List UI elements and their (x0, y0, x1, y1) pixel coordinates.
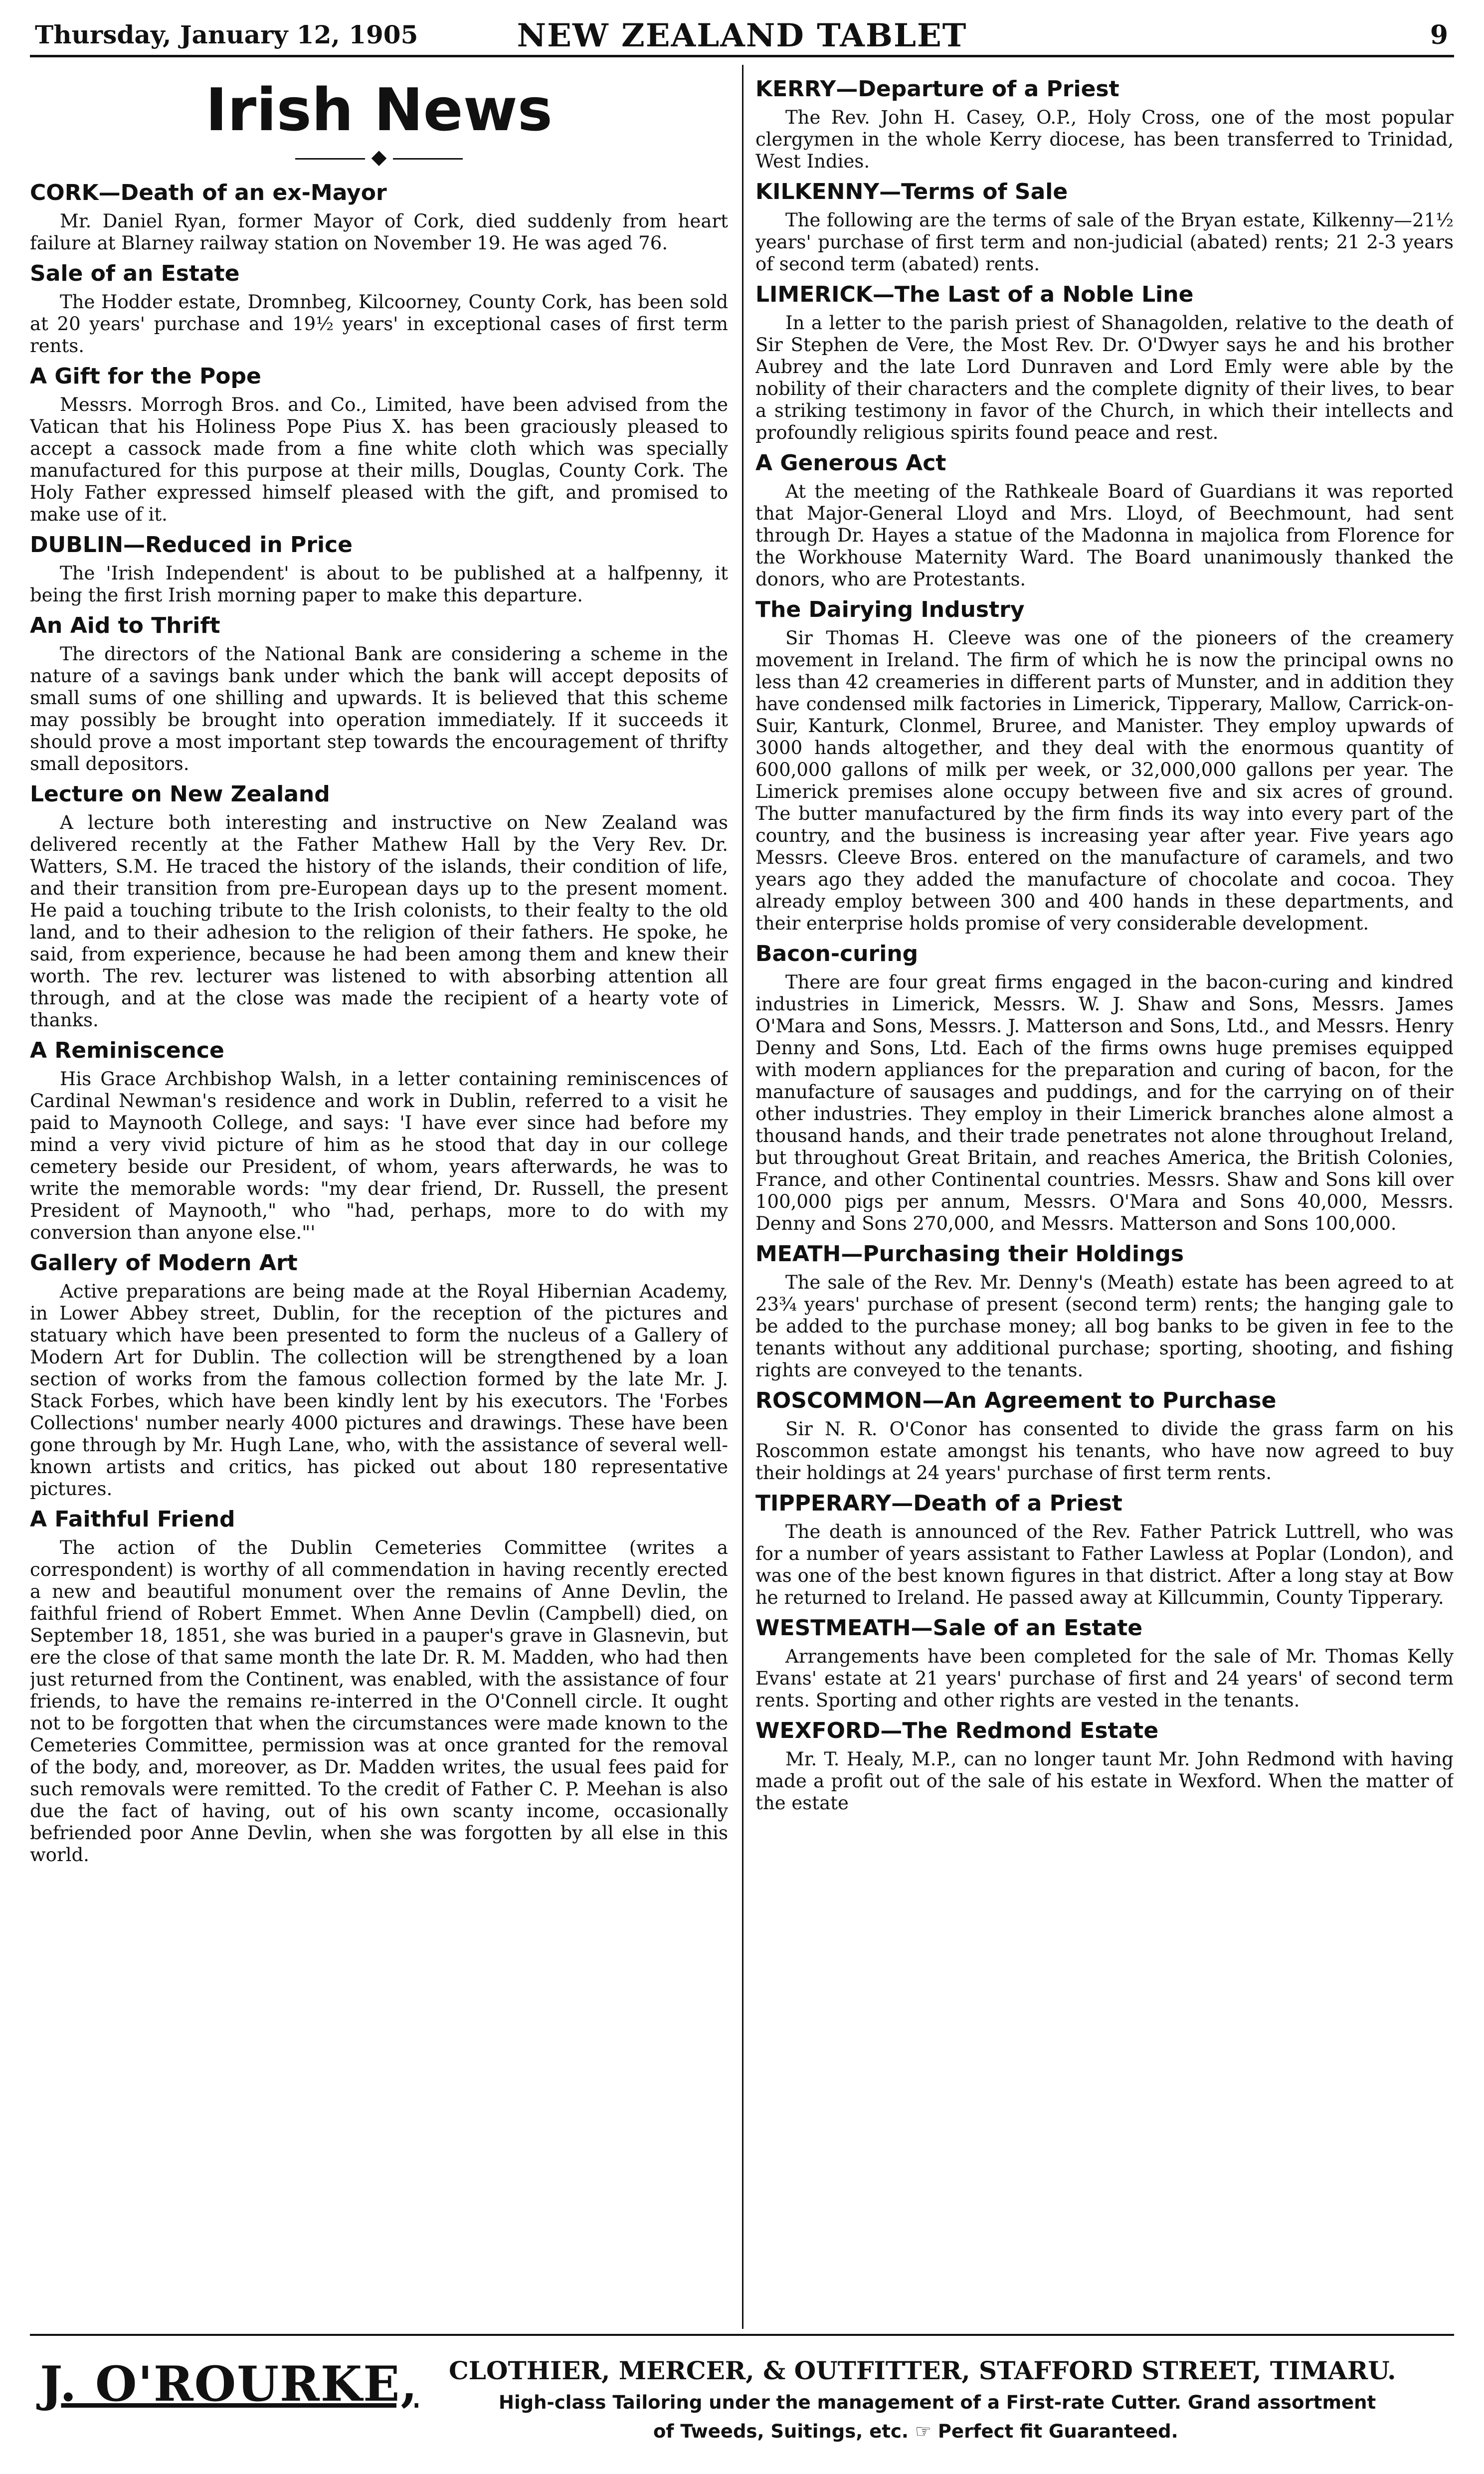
article-heading: A Generous Act (755, 450, 946, 476)
article (755, 596, 1454, 935)
article (755, 1241, 1454, 1381)
article-heading: Bacon-curing (755, 941, 919, 966)
article-text: At the meeting of the Rathkeale Board of Guardians it was reported that Major-General Lloyd and Mrs. Lloyd, of Beechmount, had sent through Dr. Hayes a statue of the Madonna in majolica from Florence for the Workhouse Maternity Ward. The Board unanimously thanked the donors, who are Protestants. (755, 481, 1454, 590)
article (755, 281, 1454, 444)
article-text: The 'Irish Independent' is about to be published at a halfpenny, it being the first Irish morning paper to make this departure. (30, 563, 728, 606)
article-heading: A Faithful Friend (30, 1507, 235, 1532)
article-text: Messrs. Morrogh Bros. and Co., Limited, have been advised from the Vatican that his Holiness Pope Pius X. has been graciously pleased to accept a cassock made from a fine white cloth which was specially manufactured for this purpose at their mills, Douglas, County Cork. The Holy Father expressed himself pleased with the gift, and promised to make use of it. (30, 394, 728, 525)
title-ornament: ◆ (30, 145, 728, 170)
article (30, 180, 728, 254)
article-heading: MEATH—Purchasing their Holdings (755, 1241, 1184, 1267)
article (30, 1506, 728, 1866)
article-text: Active preparations are being made at the Royal Hibernian Academy, in Lower Abbey street, Dublin, for the reception of the pictures and statuary which have been presented to form the nucleus of a Gallery of Modern Art for Dublin. The collection will be strengthened by a loan section of works from the famous collection formed by the late Mr. J. Stack Forbes, which have been kindly lent by his executors. The 'Forbes Collections' number nearly 4000 pictures and drawings. These have been gone through by Mr. Hugh Lane, who, with the assistance of several well-known artists and critics, has picked out about 180 representative pictures. (30, 1281, 728, 1500)
article-text: Sir Thomas H. Cleeve was one of the pioneers of the creamery movement in Ireland. The firm of which he is now the principal owns no less than 42 creameries in different parts of Munster, and in addition they have condensed milk factories in Limerick, Tipperary, Mallow, Carrick-on-Suir, Kanturk, Clonmel, Bruree, and Manister. They employ upwards of 3000 hands altogether, and they deal with the enormous quantity of 600,000 gallons of milk per week, or 32,000,000 gallons per year. The Limerick premises alone occupy between five and six acres of ground. The butter manufactured by the firm finds its way into every part of the country, and the business is increasing year after year. Five years ago Messrs. Cleeve Bros. entered on the manufacture of caramels, and two years ago they added the manufacture of chocolate and cocoa. They already employ between 300 and 400 hands in these departments, and their enterprise holds promise of very considerable development. (755, 627, 1454, 934)
article (30, 363, 728, 526)
article-heading: A Reminiscence (30, 1038, 224, 1063)
column-rule (742, 65, 743, 2329)
article-heading: A Gift for the Pope (30, 364, 261, 389)
article-heading: KERRY—Departure of a Priest (755, 76, 1119, 102)
article-text: Mr. Daniel Ryan, former Mayor of Cork, died suddenly from heart failure at Blarney railway station on November 19. He was aged 76. (30, 210, 728, 254)
article-text: His Grace Archbishop Walsh, in a letter containing reminiscences of Cardinal Newman's residence and work in Dublin, referred to a visit he paid to Maynooth College, and says: 'I have ever since had before my mind a very vivid picture of him as he stood that day in our college cemetery beside our President, of whom, years afterwards, he was to write the memorable words: "my dear friend, Dr. Russell, the present President of Maynooth," who "had, perhaps, more to do with my conversion than anyone else."' (30, 1068, 728, 1243)
article (755, 1387, 1454, 1484)
article (30, 612, 728, 775)
article-heading: TIPPERARY—Death of a Priest (755, 1491, 1122, 1516)
article-heading: Gallery of Modern Art (30, 1250, 298, 1276)
advertisement-line: High-class Tailoring under the management of a First-rate Cutter. Grand assortment (499, 2392, 1376, 2413)
article (30, 1250, 728, 1500)
article-heading: LIMERICK—The Last of a Noble Line (755, 282, 1194, 307)
feature-title: Irish News (205, 75, 553, 144)
article-heading: Sale of an Estate (30, 261, 240, 286)
article-text: The action of the Dublin Cemeteries Committee (writes a correspondent) is worthy of all commendation in having recently erected a new and beautiful monument over the remains of Anne Devlin, the faithful friend of Robert Emmet. When Anne Devlin (Campbell) died, on September 18, 1851, she was buried in a pauper's grave in Glasnevin, but ere the close of that same month the late Dr. R. M. Madden, who had then just returned from the Continent, was enabled, with the assistance of four friends, to have the remains re-interred in the O'Connell circle. It ought not to be forgotten that when the circumstances were made known to the Cemeteries Committee, permission was at once granted for the removal of the body, and, moreover, as Dr. Madden writes, the usual fees paid for such removals were remitted. To the credit of Father C. P. Meehan is also due the fact of having, out of his own scanty income, occasionally befriended poor Anne Devlin, when she was forgotten by all else in this world. (30, 1537, 728, 1866)
article (755, 450, 1454, 590)
newspaper-title: NEW ZEALAND TABLET (517, 17, 967, 54)
article-heading: Lecture on New Zealand (30, 781, 330, 807)
article-text: The Rev. John H. Casey, O.P., Holy Cross, one of the most popular clergymen in the whole Kerry diocese, has been transferred to Trinidad, West Indies. (755, 107, 1454, 172)
article-heading: WESTMEATH—Sale of an Estate (755, 1615, 1143, 1641)
masthead (30, 15, 1454, 57)
article (755, 1717, 1454, 1814)
article-text: Mr. T. Healy, M.P., can no longer taunt Mr. John Redmond with having made a profit out of the sale of his estate in Wexford. When the matter of the estate (755, 1748, 1454, 1814)
article (755, 179, 1454, 275)
article-text: In a letter to the parish priest of Shanagolden, relative to the death of Sir Stephen de Vere, the Most Rev. Dr. O'Dwyer says he and his brother Aubrey and the late Lord Dunraven and Lord Emly were able by the nobility of their characters and the complete dignity of their lives, to bear a striking testimony in favor of the Church, in which their intellects and profoundly religious spirits found peace and rest. (755, 312, 1454, 443)
article-text: The directors of the National Bank are considering a scheme in the nature of a savings bank under which the bank will accept deposits of small sums of one shilling and upwards. It is believed that this scheme may possibly be brought into operation immediately. If it succeeds it should prove a most important step towards the encouragement of thrifty small depositors. (30, 643, 728, 774)
article-heading: CORK—Death of an ex-Mayor (30, 180, 387, 205)
article-text: Arrangements have been completed for the sale of Mr. Thomas Kelly Evans' estate at 21 years' purchase of first and 24 years' of second term rents. Sporting and other rights are vested in the tenants. (755, 1646, 1454, 1711)
article-heading: KILKENNY—Terms of Sale (755, 179, 1068, 204)
article (30, 781, 728, 1031)
page-number: 9 (1430, 20, 1448, 50)
article (30, 1037, 728, 1244)
advertisement-line: CLOTHIER, MERCER, & OUTFITTER, STAFFORD STREET, TIMARU. (449, 2356, 1396, 2385)
article-heading: The Dairying Industry (755, 597, 1025, 622)
article-heading: DUBLIN—Reduced in Price (30, 532, 353, 558)
issue-date: Thursday, January 12, 1905 (35, 20, 418, 49)
article (755, 76, 1454, 173)
article (755, 941, 1454, 1235)
advertisement (30, 2334, 1454, 2461)
right-column (755, 70, 1454, 2329)
article-text: A lecture both interesting and instructive on New Zealand was delivered recently at the Father Mathew Hall by the Very Rev. Dr. Watters, S.M. He traced the history of the islands, their condition of life, and their transition from pre-European days up to the present moment. He paid a touching tribute to the Irish colonists, to their fealty to the old land, and to their adhesion to the religion of their fathers. He spoke, he said, from experience, because he had been among them and knew their worth. The rev. lecturer was listened to with absorbing attention all through, and at the close was made the recipient of a hearty vote of thanks. (30, 812, 728, 1031)
article-text: Sir N. R. O'Conor has consented to divide the grass farm on his Roscommon estate amongst his tenants, who have now agreed to buy their holdings at 24 years' purchase of first term rents. (755, 1418, 1454, 1484)
article (30, 532, 728, 606)
article-text: The following are the terms of sale of the Bryan estate, Kilkenny—21½ years' purchase of first term and non-judicial (abated) rents; 21 2-3 years of second term (abated) rents. (755, 209, 1454, 275)
article-heading: An Aid to Thrift (30, 613, 220, 638)
article-heading: ROSCOMMON—An Agreement to Purchase (755, 1388, 1277, 1413)
article-heading: WEXFORD—The Redmond Estate (755, 1718, 1159, 1743)
article (755, 1615, 1454, 1712)
article-text: The death is announced of the Rev. Father Patrick Luttrell, who was for a number of years assistant to Father Lawless at Poplar (London), and was one of the best known figures in that district. After a long stay at Bow he returned to Ireland. He passed away at Killcummin, County Tipperary. (755, 1521, 1454, 1608)
left-column (30, 70, 728, 2329)
article-text: The Hodder estate, Dromnbeg, Kilcoorney, County Cork, has been sold at 20 years' purchase and 19½ years' in exceptional cases of first term rents. (30, 291, 728, 357)
article (755, 1490, 1454, 1609)
article-text: There are four great firms engaged in the bacon-curing and kindred industries in Limerick, Messrs. W. J. Shaw and Sons, Messrs. James O'Mara and Sons, Messrs. J. Matterson and Sons, Ltd., and Messrs. Henry Denny and Sons, Ltd. Each of the firms owns huge premises equipped with modern appliances for the preparation and curing of bacon, for the manufacture of sausages and puddings, and for the carrying on of their other industries. They employ in their Limerick branches alone almost a thousand hands, and their trade penetrates not alone throughout Ireland, but throughout Great Britain, and reaches America, the British Colonies, France, and other Continental countries. Messrs. Shaw and Sons kill over 100,000 pigs per annum, Messrs. O'Mara and Sons 40,000, Messrs. Denny and Sons 270,000, and Messrs. Matterson and Sons 100,000. (755, 971, 1454, 1234)
newspaper-page (30, 15, 1454, 2459)
advertisement-line: of Tweeds, Suitings, etc. ☞ Perfect fit Guaranteed. (653, 2421, 1178, 2442)
article (30, 260, 728, 357)
advertiser-name: J. O'ROURKE, (40, 2356, 418, 2412)
article-text: The sale of the Rev. Mr. Denny's (Meath) estate has been agreed to at 23¾ years' purchase of present (second term) rents; the hanging gale to be added to the purchase money; all bog banks to be given in fee to the tenants without any additional purchase; sporting, shooting, and fishing rights are conveyed to the tenants. (755, 1272, 1454, 1381)
